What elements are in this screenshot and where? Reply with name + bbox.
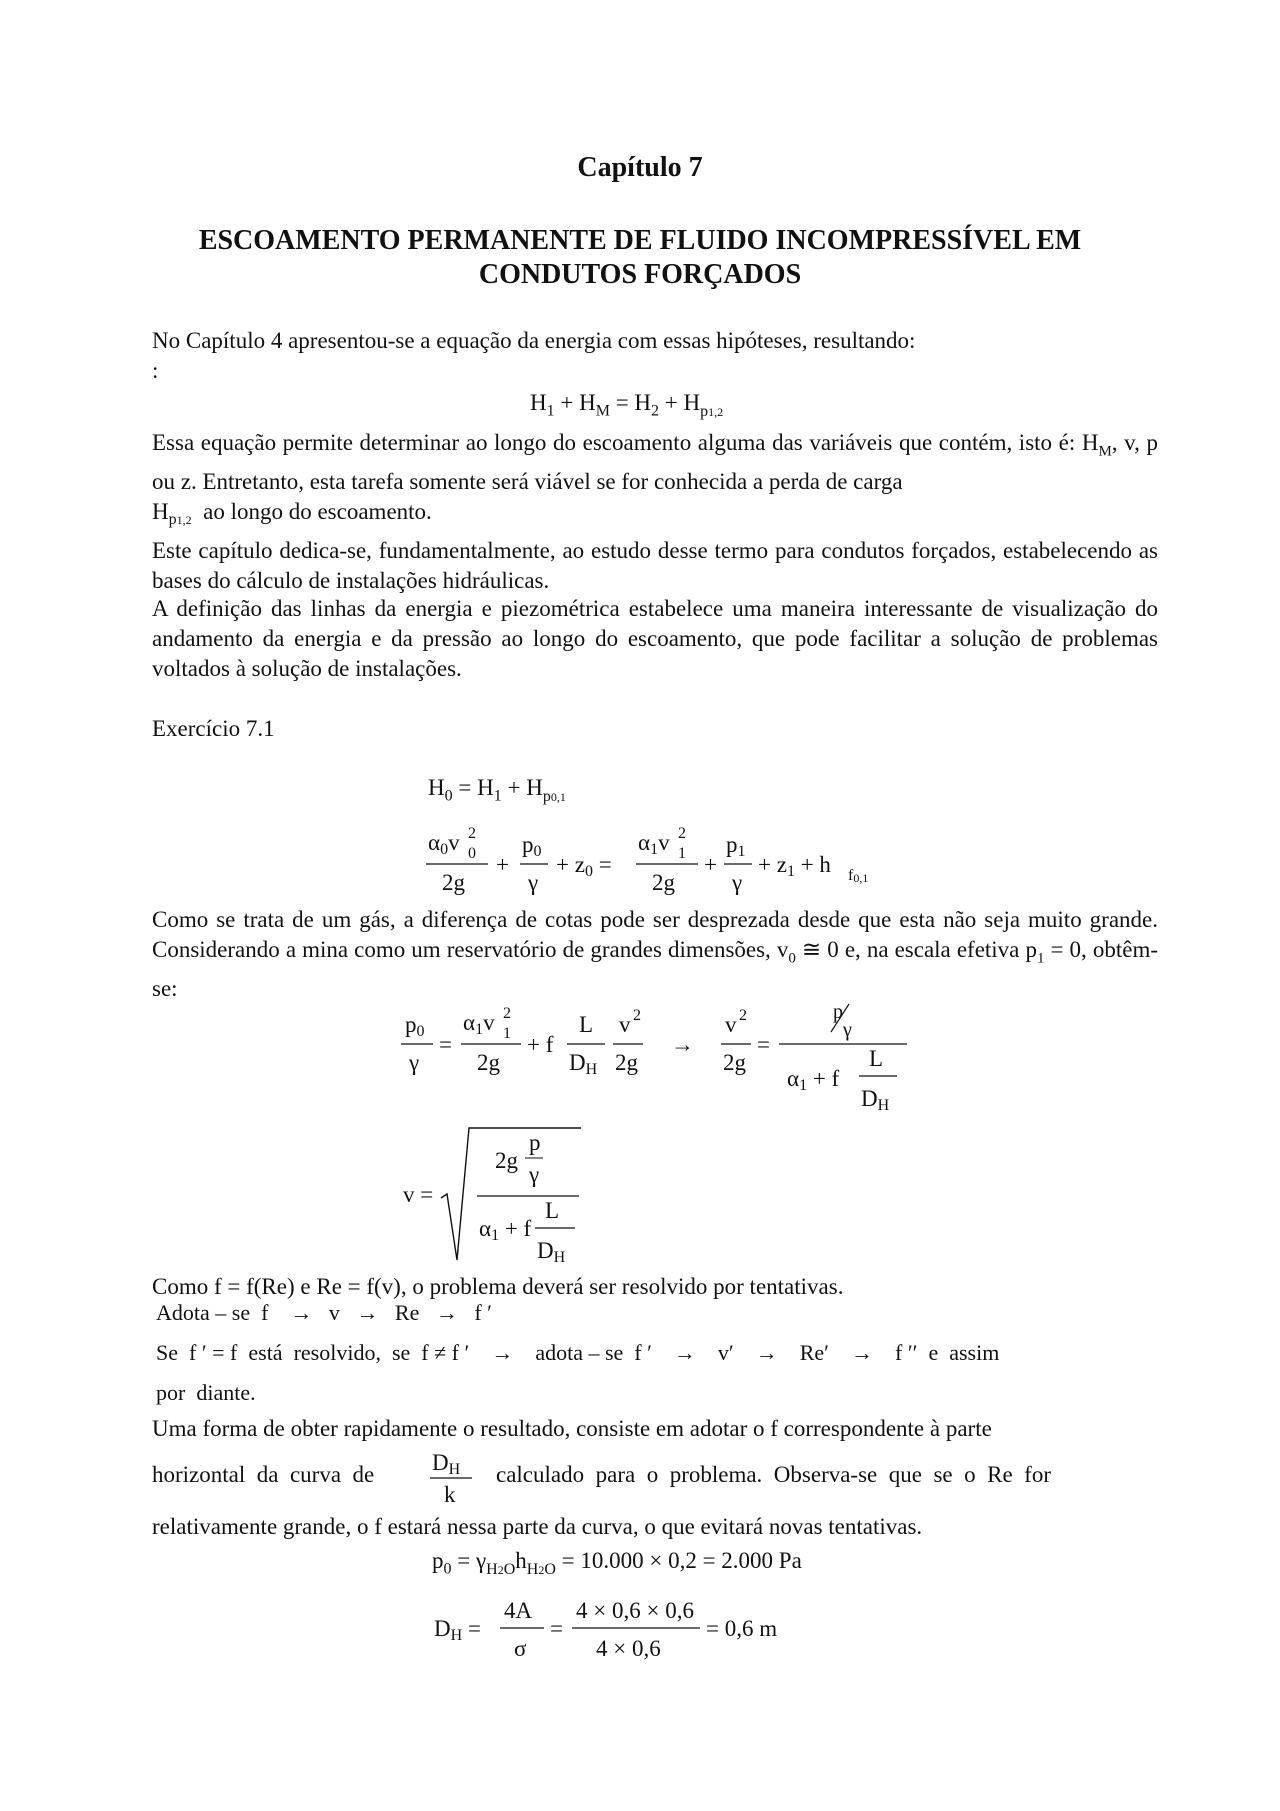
svg-text:v: v (725, 1012, 737, 1037)
dh-den-1: σ (514, 1636, 527, 1661)
chapter-heading: Capítulo 7 (577, 152, 703, 183)
paragraph-2: Este capítulo dedica-se, fundamentalmente, ao estudo desse termo para condutos forçados, estabelecendo as bases do cálculo de instalações hidráulicas. (152, 538, 1158, 593)
svg-text:2: 2 (739, 1007, 747, 1024)
svg-text:L: L (869, 1046, 884, 1071)
exercise-label: Exercício 7.1 (152, 716, 275, 741)
p4-text-a: Como se trata de um gás, a diferença de cotas pode ser desprezada desde que esta não seja muito grande. Considerando a mina como um reservatório de grandes dimensões, v (152, 907, 1158, 962)
intro-colon: : (152, 358, 159, 383)
dh-num-1: 4A (504, 1598, 533, 1623)
svg-text:f0,1: f0,1 (848, 867, 869, 885)
paragraph-1: Essa equação permite determinar ao longo do escoamento alguma das variáveis que contém, isto é: $H_M$, v, p ou z. Entretanto, esta tarefa somente será viável se for conhecida a perda de carga $H_{p1,2}$ ao longo do escoamento. (152, 430, 1158, 529)
svg-text:α1 + f: α1 + f (479, 1216, 532, 1244)
p6-text-b2: calculado para o problema. Observa-se que se o Re for (496, 1462, 1051, 1487)
iteration-line-1: Adota – se f → v → Re → f ′ (156, 1300, 492, 1325)
svg-text:=: = (439, 1032, 452, 1057)
dh-result: = 0,6 m (706, 1616, 778, 1641)
title-line-2: CONDUTOS FORÇADOS (478, 259, 802, 290)
svg-text:2g: 2g (495, 1148, 518, 1173)
p1-text-b: , v, p ou z. Entretanto, esta tarefa somente será viável se for conhecida a perda de carga (152, 430, 1158, 494)
svg-text:→: → (671, 1032, 694, 1057)
svg-text:γ: γ (528, 870, 539, 895)
svg-text:2g: 2g (723, 1050, 746, 1075)
svg-text:=: = (550, 1616, 563, 1641)
svg-text:α1v: α1v (463, 1010, 495, 1038)
dh-num-2: 4 × 0,6 × 0,6 (576, 1598, 694, 1623)
svg-text:DH: DH (432, 1450, 461, 1478)
svg-text:2: 2 (678, 825, 686, 842)
eq-p0-result: = 10.000 × 0,2 = 2.000 Pa (561, 1548, 802, 1573)
velocity-formula (395, 1120, 595, 1270)
svg-text:DH =: DH = (434, 1616, 481, 1644)
svg-text:+ f: + f (527, 1032, 554, 1057)
paragraph-3: A definição das linhas da energia e piezométrica estabelece uma maneira interessante de visualização do andamento da energia e da pressão ao longo do escoamento, que pode facilitar a solução de problemas voltados à solução de instalações. (152, 596, 1158, 681)
svg-text:2: 2 (633, 1007, 641, 1024)
svg-text:p0: p0 (522, 832, 542, 860)
svg-text:γ: γ (409, 1050, 420, 1075)
title-line-1: ESCOAMENTO PERMANENTE DE FLUIDO INCOMPRESSÍVEL EM (198, 225, 1082, 256)
svg-text:k: k (444, 1482, 456, 1506)
svg-text:1: 1 (503, 1025, 511, 1042)
eq-dh (430, 1590, 790, 1670)
svg-text:γ: γ (529, 1162, 540, 1187)
svg-text:γ: γ (732, 870, 743, 895)
page-title (0, 224, 1280, 292)
svg-text:1: 1 (678, 845, 686, 862)
p4-sub0: 0 (788, 950, 796, 967)
svg-text:α1 + f: α1 + f (787, 1066, 840, 1094)
paragraph-5: Como f = f(Re) e Re = f(v), o problema deverá ser resolvido por tentativas. (152, 1274, 844, 1299)
svg-text:L: L (579, 1012, 594, 1037)
svg-text:+ z1 + h: + z1 + h (758, 852, 831, 880)
p6-text-b1: horizontal da curva de (152, 1462, 375, 1487)
svg-text:p: p (833, 1001, 843, 1023)
p1-text-c: ao longo do escoamento. (203, 498, 432, 524)
paragraph-6b (152, 1446, 1158, 1506)
dh-over-k-fraction (426, 1446, 478, 1506)
svg-text:v =: v = (403, 1182, 434, 1207)
iteration-line-3: por diante. (156, 1380, 256, 1405)
velocity-derivation (395, 1000, 915, 1120)
svg-text:2g: 2g (442, 870, 465, 895)
paragraph-6a: Uma forma de obter rapidamente o resultado, consiste em adotar o f correspondente à parte (152, 1416, 992, 1441)
energy-equation-expanded (420, 820, 900, 900)
svg-text:v: v (619, 1012, 631, 1037)
svg-text:L: L (545, 1198, 560, 1223)
svg-text:p: p (529, 1130, 541, 1155)
p1-sub: M (1098, 443, 1112, 460)
svg-text:DH: DH (861, 1086, 890, 1114)
svg-text:α1v: α1v (638, 830, 670, 858)
paragraph-4 (152, 905, 1158, 1004)
p4-text-b: ≅ 0 e, na escala efetiva p (795, 937, 1037, 962)
svg-text:α0v: α0v (428, 830, 460, 858)
svg-text:+ z0 =: + z0 = (556, 852, 612, 880)
eq-p0: $p_0 = \gamma_{H2O}h_{H2O} = 10.000 \times 0,2 = 2.000$ Pa (432, 1548, 802, 1578)
svg-text:2: 2 (503, 1005, 511, 1022)
svg-text:2g: 2g (615, 1050, 638, 1075)
eq-h0-h1: $H_0 = H_1 + H_{p0,1}$ (428, 775, 566, 805)
intro-paragraph (152, 326, 1158, 386)
paragraph-6c: relativamente grande, o f estará nessa parte da curva, o que evitará novas tentativas. (152, 1514, 923, 1539)
dh-den-2: 4 × 0,6 (596, 1636, 661, 1661)
svg-text:2g: 2g (477, 1050, 500, 1075)
svg-text:DH: DH (569, 1050, 598, 1078)
svg-text:+: + (496, 852, 509, 877)
p4-text-c: = 0, obtêm-se: (152, 937, 1158, 1001)
svg-text:=: = (757, 1032, 770, 1057)
p1-text-a: Essa equação permite determinar ao longo do escoamento alguma das variáveis que contém, isto é: H (152, 430, 1099, 455)
svg-text:DH: DH (537, 1238, 566, 1266)
p4-sub1: 1 (1036, 950, 1045, 967)
svg-text:2: 2 (468, 825, 476, 842)
svg-text:p0: p0 (405, 1012, 425, 1040)
svg-text:γ: γ (843, 1019, 852, 1041)
intro-text: No Capítulo 4 apresentou-se a equação da energia com essas hipóteses, resultando: (152, 328, 916, 353)
svg-text:0: 0 (468, 845, 476, 862)
energy-equation: $H_1 + H_M = H_2 + H_{p1,2}$ (530, 390, 724, 420)
svg-text:2g: 2g (652, 870, 675, 895)
iteration-line-2: Se f ′ = f está resolvido, se f ≠ f ′ → adota – se f ′ → v′ → Re′ → f ′′ e assim (156, 1340, 1000, 1365)
svg-text:+: + (704, 852, 717, 877)
svg-text:p1: p1 (726, 832, 746, 860)
